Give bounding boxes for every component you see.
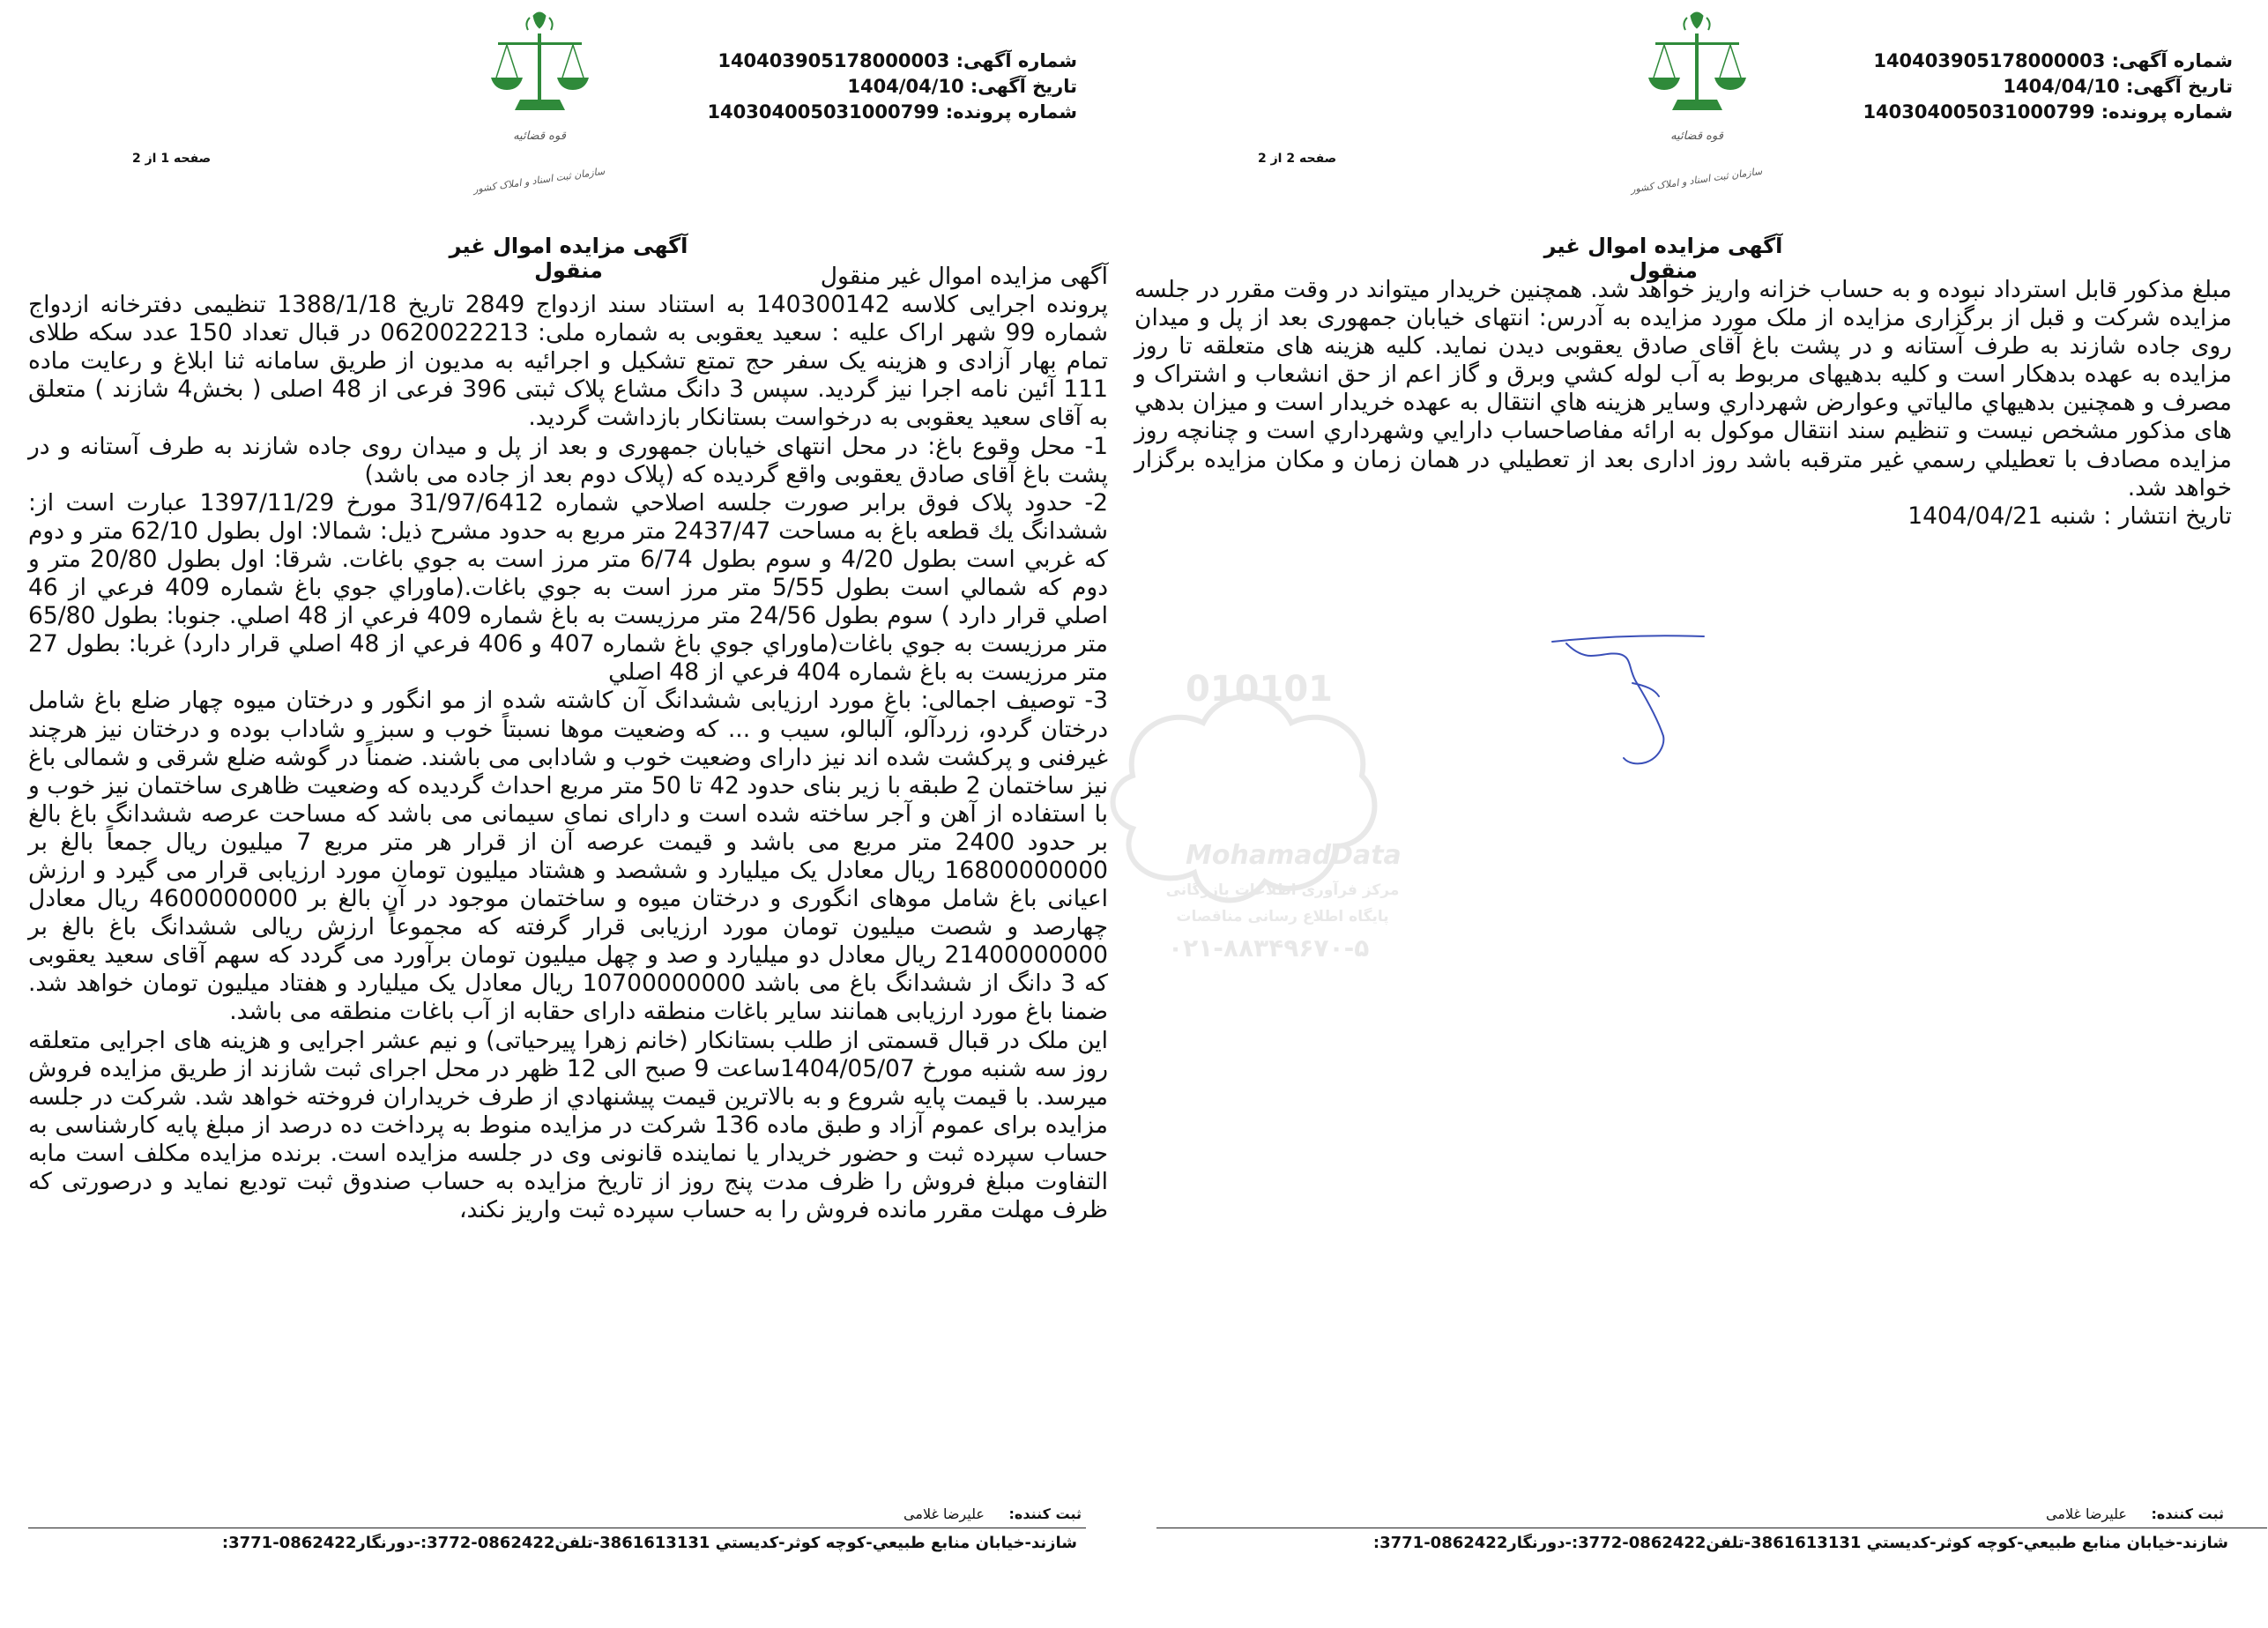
ad-number-row — [1863, 48, 2233, 74]
notice-body — [1134, 276, 2232, 531]
ad-number-label: شماره آگهی: — [956, 50, 1077, 71]
ad-number: 140403905178000003 — [718, 50, 950, 71]
ad-date-label: تاریخ آگهی: — [970, 76, 1077, 97]
file-number-row — [1863, 100, 2233, 125]
ad-number-label: شماره آگهی: — [2111, 50, 2233, 71]
watermark-line2: پایگاه اطلاع رسانی مناقصات — [1176, 908, 1389, 926]
ad-number: 140403905178000003 — [1873, 50, 2106, 71]
file-number-label: شماره پرونده: — [945, 101, 1077, 123]
paragraph: پرونده اجرایی کلاسه 140300142 به استناد سند ازدواج 2849 تاریخ 1388/1/18 تنظیمی دفترخانه ازدواج شماره 99 شهر اراک علیه : سعید یعقوبی به شماره ملی: 0620022213 در قبال تعداد 150 عدد سکه طلای تمام بهار آزادی و هزینه یک سفر حج تمتع تشکیل و اجرائیه به مدیون از طریق سامانه ثنا ابلاغ و رعایت ماده 111 آئین نامه اجرا نیز گردید. سپس 3 دانگ مشاع پلاک ثبتی 396 فرعی از 48 اصلی ( بخش4 شازند ) متعلق به آقای سعید یعقوبی به درخواست بستانکار بازداشت گردید. — [28, 291, 1109, 432]
paragraph: 1- محل وقوع باغ: در محل انتهای خیابان جمهوری و بعد از پل و میدان روی جاده شازند به طرف آستانه و در پشت باغ آقای صادق یعقوبی واقع گردیده که (پلاک دوم بعد از جاده می باشد) — [28, 432, 1108, 488]
ad-date-row — [1863, 74, 2233, 100]
paragraph: آگهی مزایده اموال غیر منقول — [820, 263, 1108, 290]
notice-heading: آگهی مزایده اموال غیر منقول — [449, 234, 688, 283]
ad-date-row — [707, 74, 1077, 100]
registrar-label: ثبت کننده: — [1008, 1505, 1082, 1522]
ad-date-label: تاریخ آگهی: — [2125, 76, 2233, 97]
logo-text-top: قوه قضائیه — [1670, 130, 1723, 143]
publish-date: 1404/04/21 — [1907, 502, 2042, 530]
notice-page-1 — [0, 0, 1112, 1628]
judiciary-emblem-logo — [472, 7, 606, 197]
registrar-name: علیرضا غلامی — [903, 1505, 985, 1522]
office-address: شازند-خيابان منابع طبيعي-كوچه كوثر-كديستي 3861613131-تلفن0862422-3772:-دورنگار0862422-3771: — [1372, 1534, 2228, 1552]
watermark-brand: MohamadData — [1186, 840, 1402, 871]
publish-date-label: تاریخ انتشار : شنبه — [2049, 502, 2232, 530]
logo-text: سازمان ثبت اسناد و املاک کشور — [472, 165, 606, 196]
page-indicator: صفحه 1 از 2 — [132, 152, 212, 166]
publish-date-line — [1134, 502, 2232, 531]
paragraph: این ملک در قبال قسمتی از طلب بستانکار (خانم زهرا پیرحیاتی) و نیم عشر اجرایی و هزینه های اجرایی متعلقه روز سه شنبه مورخ 1404/05/07ساعت 9 صبح الی 12 ظهر در محل اجرای ثبت شازند از طریق مزایده فروش میرسد. با قیمت پایه شروع و به بالاترین قیمت پیشنهادي از طرف خریداران فروخته خواهد شد. شرکت در جلسه مزایده برای عموم آزاد و طبق ماده 136 شرکت در مزایده منوط به پرداخت ده درصد از مبلغ پایه کارشناسی به حساب سپرده ثبت و حضور خریدار یا نماینده قانونی وی در جلسه مزایده است. برنده مزایده مکلف است مابه التفاوت مبلغ فروش را ظرف مدت پنج روز از تاریخ مزایده به حساب صندوق ثبت تودیع نماید و درصورتی که ظرف مهلت مقرر مانده فروش را به حساب سپرده ثبت واریز نکند، — [28, 1026, 1108, 1224]
ad-date: 1404/04/10 — [2003, 76, 2120, 97]
paragraph: 3- توصیف اجمالی: باغ مورد ارزیابی ششدانگ آن کاشته شده از مو انگور و درختان میوه چهار ضلع باغ شامل درختان گردو، زردآلو، آلبالو، سیب و ... که وضعیت موها نسبتاً خوب و سبز و شاداب بوده و درختان نیز هرچند غیرفنی و پرکشت شده اند نیز دارای وضعیت خوب و شادابی می باشند. ضمناً در گوشه ضلع شرقی و شمالی باغ نیز ساختمان 2 طبقه با زیر بنای حدود 42 تا 50 متر مربع احداث گردیده که وضعیت ظاهری ساختمان نیز خوب و با استفاده از آهن و آجر ساخته شده است و دارای نمای سیمانی می باشد که مساحت عرصه ششدانگ باغ بالغ بر حدود 2400 متر مربع می باشد و قیمت عرصه آن از قرار هر متر مربع 7 میلیون ریال جمعاً بالغ بر 16800000000 ریال معادل یک میلیارد و ششصد و هشتاد میلیون تومان مورد ارزیابی قرار می گیرد و ارزش اعیانی باغ شامل موهای انگوری و درختان میوه و ساختمان موجود در آن بالغ بر 4600000000 ریال معادل چهارصد و شصت میلیون تومان مورد ارزیابی قرار گرفته که مجموعاً ارزش ریالی ششدانگ باغ بالغ بر 21400000000 ریال معادل دو میلیارد و صد و چهل میلیون تومان برآورد می گردد که سهم آقای سعید یعقوبی که 3 دانگ از ششدانگ باغ می باشد 10700000000 ریال معادل یک میلیارد و هفتاد میلیون تومان خواهد شد. ضمنا باغ مورد ارزیابی همانند سایر باغات منطقه دارای حقابه از آب باغات منطقه می باشد. — [28, 687, 1109, 1026]
logo-text-top: قوه قضائیه — [513, 130, 566, 143]
paragraph: 2- حدود پلاک فوق برابر صورت جلسه اصلاحي شماره 31/97/6412 مورخ 1397/11/29 عبارت است از: ششدانگ يك قطعه باغ به مساحت 2437/47 متر مربع به حدود مشرح ذيل: شمالا: اول بطول 62/10 متر و دوم كه غربي است بطول 4/20 و سوم بطول 6/74 متر مرز است به جوي باغات. شرقا: اول بطول 20/80 متر و دوم كه شمالي است بطول 5/55 متر مرز است به جوي باغات.(ماوراي جوي باغ شماره 409 فرعي از 46 اصلي قرار دارد ) سوم بطول 24/56 متر مرزيست به باغ شماره 409 فرعي از 48 اصلي. جنوبا: بطول 65/80 متر مرزيست به جوي باغات(ماوراي جوي باغ شماره 407 و 406 فرعي از 48 اصلي قرار دارد) غربا: بطول 27 متر مرزيست به باغ شماره 404 فرعي از 48 اصلي — [28, 488, 1109, 687]
notice-meta — [1863, 48, 2233, 125]
paragraph: مبلغ مذکور قابل استرداد نبوده و به حساب خزانه واریز خواهد شد. همچنین خریدار میتواند در وقت مقرر در جلسه مزایده شرکت و قبل از برگزاری مزایده از ملک مورد مزایده به آدرس: انتهای خیابان جمهوری بعد از پل و میدان روی جاده شازند به طرف آستانه و در پشت باغ آقای صادق یعقوبی دیدن نماید. کلیه هزینه های متعلقه تا روز مزایده به عهده بدهکار است و کلیه بدهیهای مربوط به آب لوله کشي وبرق و گاز اعم از حق انشعاب و اشتراک و مصرف و همچنین بدهیهاي مالیاتي وعوارض شهرداري وسایر هزینه هاي انتقال به عهده خریدار است و میزان بدهي هاى مذکور مشخص نیست و تنظیم سند انتقال موکول به ارائه مفاصاحساب دارايي وشهرداري است و چنانچه روز مزایده مصادف با تعطیلي رسمي غیر مترقبه باشد روز اداری بعد از تعطیلي در همان زمان و مکان مزایده برگزار خواهد شد. — [1134, 276, 2232, 502]
notice-meta — [707, 48, 1077, 125]
registrar — [2046, 1505, 2224, 1522]
file-number-label: شماره پرونده: — [2101, 101, 2233, 123]
signature-image — [1549, 635, 1707, 767]
registrar-name: علیرضا غلامی — [2046, 1505, 2127, 1522]
ad-date: 1404/04/10 — [847, 76, 964, 97]
file-number-row — [707, 100, 1077, 125]
notice-page-2 — [1112, 0, 2268, 1628]
notice-heading: آگهی مزایده اموال غیر منقول — [1543, 234, 1783, 283]
watermark-line1: مرکز فرآوری اطلاعات بازرگانی — [1165, 881, 1400, 899]
registrar-label: ثبت کننده: — [2151, 1505, 2224, 1522]
registrar — [903, 1505, 1082, 1522]
office-address: شازند-خيابان منابع طبيعي-كوچه كوثر-كديستي 3861613131-تلفن0862422-3772:-دورنگار0862422-3771: — [221, 1534, 1077, 1552]
watermark-digits: 010101 — [1186, 669, 1333, 710]
ad-number-row — [707, 48, 1077, 74]
file-number: 140304005031000799 — [707, 101, 940, 123]
notice-body — [28, 263, 1108, 1224]
file-number: 140304005031000799 — [1863, 101, 2095, 123]
page-indicator: صفحه 2 از 2 — [1258, 152, 1337, 166]
judiciary-emblem-logo — [1630, 7, 1763, 197]
logo-text: سازمان ثبت اسناد و املاک کشور — [1630, 165, 1763, 196]
watermark-phone: ۰۲۱-۸۸۳۴۹۶۷۰-۵ — [1168, 933, 1370, 963]
